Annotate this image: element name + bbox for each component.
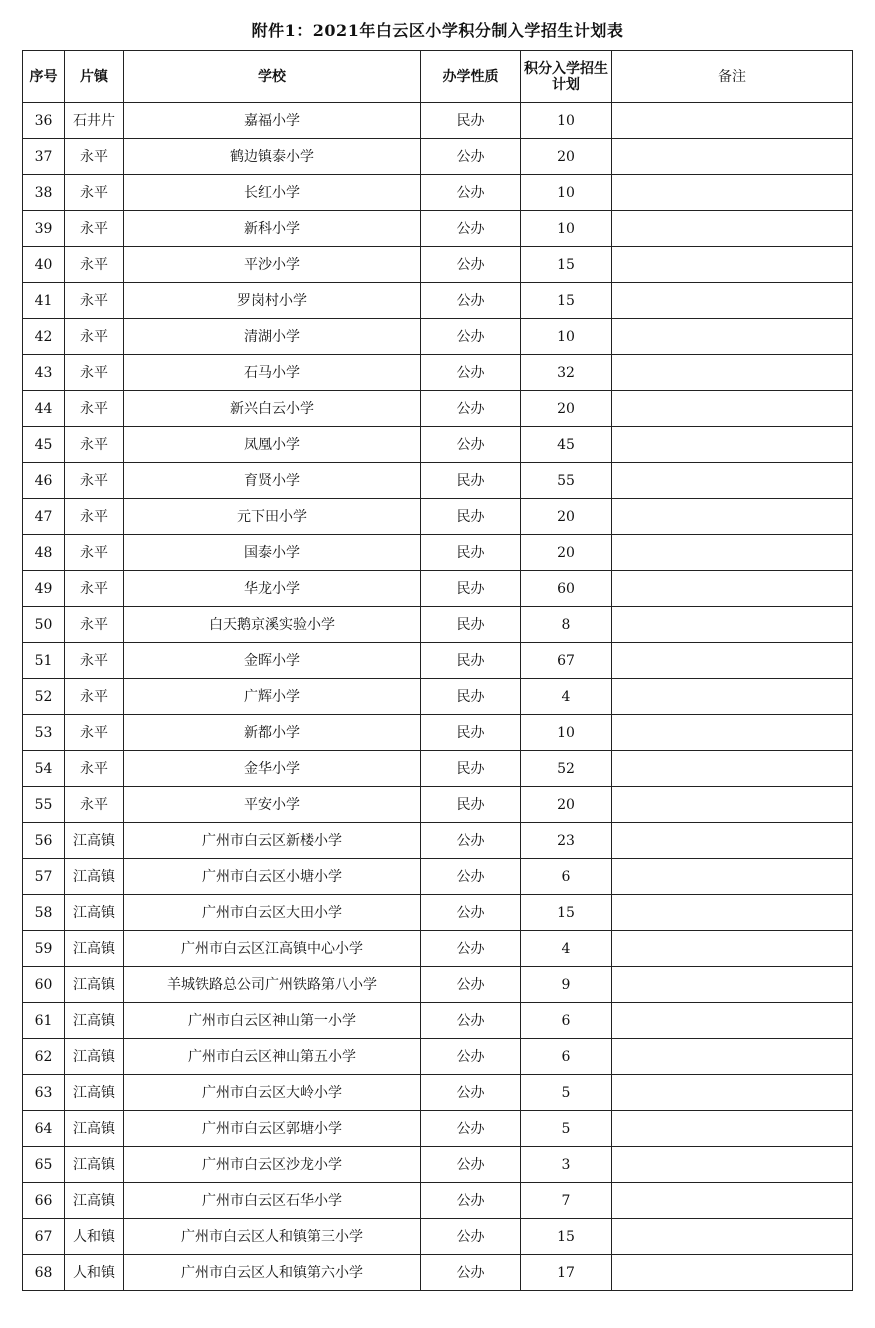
row-note — [612, 787, 853, 823]
row-school: 石马小学 — [124, 355, 421, 391]
row-area: 江高镇 — [65, 1147, 124, 1183]
row-area: 永平 — [65, 499, 124, 535]
row-area: 江高镇 — [65, 1075, 124, 1111]
row-number: 67 — [23, 1219, 65, 1255]
row-plan: 10 — [521, 319, 612, 355]
row-plan: 20 — [521, 499, 612, 535]
row-number: 37 — [23, 139, 65, 175]
row-area: 永平 — [65, 715, 124, 751]
table-row — [23, 751, 853, 787]
row-plan: 6 — [521, 1039, 612, 1075]
row-school: 广州市白云区大田小学 — [124, 895, 421, 931]
row-number: 66 — [23, 1183, 65, 1219]
row-number: 63 — [23, 1075, 65, 1111]
table-row — [23, 967, 853, 1003]
row-area: 永平 — [65, 283, 124, 319]
table-row — [23, 247, 853, 283]
table-row — [23, 1147, 853, 1183]
row-type: 民办 — [421, 499, 521, 535]
row-type: 公办 — [421, 391, 521, 427]
table-row — [23, 211, 853, 247]
row-area: 永平 — [65, 571, 124, 607]
row-number: 62 — [23, 1039, 65, 1075]
row-plan: 52 — [521, 751, 612, 787]
row-note — [612, 211, 853, 247]
row-note — [612, 535, 853, 571]
row-note — [612, 319, 853, 355]
row-plan: 20 — [521, 787, 612, 823]
table-row — [23, 1255, 853, 1291]
row-note — [612, 1183, 853, 1219]
row-number: 55 — [23, 787, 65, 823]
row-number: 64 — [23, 1111, 65, 1147]
row-area: 永平 — [65, 211, 124, 247]
table-row — [23, 391, 853, 427]
row-school: 元下田小学 — [124, 499, 421, 535]
row-area: 永平 — [65, 139, 124, 175]
row-plan: 3 — [521, 1147, 612, 1183]
row-plan: 20 — [521, 391, 612, 427]
row-note — [612, 499, 853, 535]
row-type: 公办 — [421, 1003, 521, 1039]
row-plan: 7 — [521, 1183, 612, 1219]
row-area: 永平 — [65, 751, 124, 787]
row-number: 49 — [23, 571, 65, 607]
row-type: 民办 — [421, 571, 521, 607]
document-title: 附件1：2021年白云区小学积分制入学招生计划表 — [251, 21, 624, 40]
row-school: 广州市白云区人和镇第三小学 — [124, 1219, 421, 1255]
row-plan: 17 — [521, 1255, 612, 1291]
row-area: 永平 — [65, 319, 124, 355]
row-plan: 32 — [521, 355, 612, 391]
table-row — [23, 463, 853, 499]
row-area: 永平 — [65, 535, 124, 571]
row-number: 50 — [23, 607, 65, 643]
row-area: 江高镇 — [65, 931, 124, 967]
row-note — [612, 1111, 853, 1147]
table-body — [23, 103, 853, 1291]
row-school: 新科小学 — [124, 211, 421, 247]
row-area: 人和镇 — [65, 1219, 124, 1255]
row-number: 57 — [23, 859, 65, 895]
row-number: 53 — [23, 715, 65, 751]
row-note — [612, 103, 853, 139]
row-type: 公办 — [421, 931, 521, 967]
row-area: 江高镇 — [65, 967, 124, 1003]
table-row — [23, 1075, 853, 1111]
row-type: 公办 — [421, 1039, 521, 1075]
row-number: 39 — [23, 211, 65, 247]
row-note — [612, 1003, 853, 1039]
table-row — [23, 607, 853, 643]
row-number: 59 — [23, 931, 65, 967]
row-type: 公办 — [421, 1183, 521, 1219]
row-note — [612, 463, 853, 499]
row-plan: 4 — [521, 931, 612, 967]
row-type: 民办 — [421, 103, 521, 139]
row-note — [612, 823, 853, 859]
row-plan: 4 — [521, 679, 612, 715]
header-plan: 积分入学招生计划 — [521, 51, 612, 103]
row-school: 广州市白云区新楼小学 — [124, 823, 421, 859]
row-plan: 23 — [521, 823, 612, 859]
table-row — [23, 1039, 853, 1075]
row-school: 广州市白云区沙龙小学 — [124, 1147, 421, 1183]
row-plan: 15 — [521, 895, 612, 931]
row-school: 罗岗村小学 — [124, 283, 421, 319]
row-plan: 6 — [521, 859, 612, 895]
row-note — [612, 571, 853, 607]
row-area: 江高镇 — [65, 1003, 124, 1039]
row-area: 江高镇 — [65, 895, 124, 931]
row-number: 43 — [23, 355, 65, 391]
row-school: 新兴白云小学 — [124, 391, 421, 427]
row-school: 广州市白云区石华小学 — [124, 1183, 421, 1219]
table-row — [23, 499, 853, 535]
row-type: 公办 — [421, 1075, 521, 1111]
row-plan: 55 — [521, 463, 612, 499]
row-note — [612, 1147, 853, 1183]
row-area: 江高镇 — [65, 859, 124, 895]
row-school: 平沙小学 — [124, 247, 421, 283]
row-area: 永平 — [65, 427, 124, 463]
row-school: 白天鹅京溪实验小学 — [124, 607, 421, 643]
row-plan: 6 — [521, 1003, 612, 1039]
row-number: 44 — [23, 391, 65, 427]
row-school: 凤凰小学 — [124, 427, 421, 463]
table-row — [23, 931, 853, 967]
row-number: 56 — [23, 823, 65, 859]
table-row — [23, 427, 853, 463]
row-number: 38 — [23, 175, 65, 211]
row-area: 永平 — [65, 391, 124, 427]
row-number: 54 — [23, 751, 65, 787]
row-area: 江高镇 — [65, 1183, 124, 1219]
table-row — [23, 139, 853, 175]
row-plan: 9 — [521, 967, 612, 1003]
row-type: 民办 — [421, 643, 521, 679]
row-school: 广辉小学 — [124, 679, 421, 715]
table-row — [23, 103, 853, 139]
row-school: 育贤小学 — [124, 463, 421, 499]
table-row — [23, 571, 853, 607]
row-type: 民办 — [421, 715, 521, 751]
row-type: 公办 — [421, 1255, 521, 1291]
row-number: 52 — [23, 679, 65, 715]
header-school: 学校 — [124, 51, 421, 103]
row-type: 公办 — [421, 823, 521, 859]
row-plan: 15 — [521, 1219, 612, 1255]
row-type: 公办 — [421, 247, 521, 283]
row-plan: 67 — [521, 643, 612, 679]
row-number: 42 — [23, 319, 65, 355]
row-area: 江高镇 — [65, 1039, 124, 1075]
row-note — [612, 751, 853, 787]
row-number: 40 — [23, 247, 65, 283]
header-note: 备注 — [612, 51, 853, 103]
row-school: 广州市白云区神山第五小学 — [124, 1039, 421, 1075]
row-type: 公办 — [421, 967, 521, 1003]
row-type: 公办 — [421, 859, 521, 895]
row-number: 65 — [23, 1147, 65, 1183]
row-area: 人和镇 — [65, 1255, 124, 1291]
table-row — [23, 1111, 853, 1147]
row-number: 45 — [23, 427, 65, 463]
row-school: 长红小学 — [124, 175, 421, 211]
row-note — [612, 247, 853, 283]
row-type: 公办 — [421, 427, 521, 463]
row-area: 江高镇 — [65, 823, 124, 859]
row-plan: 10 — [521, 715, 612, 751]
row-note — [612, 391, 853, 427]
row-number: 58 — [23, 895, 65, 931]
row-area: 永平 — [65, 679, 124, 715]
row-note — [612, 355, 853, 391]
table-row — [23, 355, 853, 391]
row-school: 金晖小学 — [124, 643, 421, 679]
row-school: 广州市白云区江高镇中心小学 — [124, 931, 421, 967]
row-number: 61 — [23, 1003, 65, 1039]
row-type: 民办 — [421, 751, 521, 787]
table-row — [23, 283, 853, 319]
row-type: 公办 — [421, 175, 521, 211]
row-note — [612, 175, 853, 211]
row-note — [612, 607, 853, 643]
row-plan: 10 — [521, 175, 612, 211]
row-area: 永平 — [65, 787, 124, 823]
row-number: 68 — [23, 1255, 65, 1291]
row-plan: 20 — [521, 535, 612, 571]
table-row — [23, 895, 853, 931]
row-type: 公办 — [421, 895, 521, 931]
row-area: 永平 — [65, 355, 124, 391]
row-type: 公办 — [421, 283, 521, 319]
row-school: 广州市白云区小塘小学 — [124, 859, 421, 895]
row-plan: 20 — [521, 139, 612, 175]
row-note — [612, 139, 853, 175]
table-row — [23, 823, 853, 859]
row-school: 广州市白云区郭塘小学 — [124, 1111, 421, 1147]
row-type: 民办 — [421, 463, 521, 499]
row-type: 民办 — [421, 535, 521, 571]
row-note — [612, 931, 853, 967]
table-row — [23, 787, 853, 823]
header-type: 办学性质 — [421, 51, 521, 103]
row-note — [612, 1039, 853, 1075]
row-number: 48 — [23, 535, 65, 571]
row-school: 清湖小学 — [124, 319, 421, 355]
row-school: 广州市白云区神山第一小学 — [124, 1003, 421, 1039]
table-row — [23, 715, 853, 751]
row-number: 41 — [23, 283, 65, 319]
row-type: 公办 — [421, 1219, 521, 1255]
row-plan: 60 — [521, 571, 612, 607]
row-area: 永平 — [65, 247, 124, 283]
row-note — [612, 1219, 853, 1255]
row-area: 永平 — [65, 463, 124, 499]
row-area: 永平 — [65, 643, 124, 679]
row-area: 永平 — [65, 607, 124, 643]
row-school: 鹤边镇泰小学 — [124, 139, 421, 175]
table-row — [23, 175, 853, 211]
row-area: 永平 — [65, 175, 124, 211]
row-school: 羊城铁路总公司广州铁路第八小学 — [124, 967, 421, 1003]
row-type: 公办 — [421, 139, 521, 175]
row-school: 平安小学 — [124, 787, 421, 823]
row-note — [612, 1255, 853, 1291]
row-type: 民办 — [421, 787, 521, 823]
table-row — [23, 859, 853, 895]
row-number: 46 — [23, 463, 65, 499]
row-school: 新都小学 — [124, 715, 421, 751]
row-type: 公办 — [421, 355, 521, 391]
row-number: 60 — [23, 967, 65, 1003]
row-type: 公办 — [421, 319, 521, 355]
row-area: 江高镇 — [65, 1111, 124, 1147]
row-type: 民办 — [421, 679, 521, 715]
row-school: 金华小学 — [124, 751, 421, 787]
row-school: 广州市白云区大岭小学 — [124, 1075, 421, 1111]
table-row — [23, 319, 853, 355]
row-type: 公办 — [421, 211, 521, 247]
row-type: 公办 — [421, 1147, 521, 1183]
table-header-row — [23, 51, 853, 103]
row-school: 广州市白云区人和镇第六小学 — [124, 1255, 421, 1291]
row-school: 华龙小学 — [124, 571, 421, 607]
row-plan: 5 — [521, 1075, 612, 1111]
header-no: 序号 — [23, 51, 65, 103]
table-row — [23, 1219, 853, 1255]
row-school: 国泰小学 — [124, 535, 421, 571]
row-note — [612, 967, 853, 1003]
row-plan: 15 — [521, 283, 612, 319]
enrollment-plan-table — [22, 50, 853, 1291]
row-number: 47 — [23, 499, 65, 535]
row-number: 51 — [23, 643, 65, 679]
row-plan: 10 — [521, 211, 612, 247]
row-note — [612, 283, 853, 319]
header-area: 片镇 — [65, 51, 124, 103]
table-row — [23, 679, 853, 715]
row-area: 石井片 — [65, 103, 124, 139]
row-type: 民办 — [421, 607, 521, 643]
row-note — [612, 643, 853, 679]
row-note — [612, 895, 853, 931]
row-school: 嘉福小学 — [124, 103, 421, 139]
row-note — [612, 715, 853, 751]
row-plan: 8 — [521, 607, 612, 643]
table-row — [23, 535, 853, 571]
table-row — [23, 643, 853, 679]
row-note — [612, 859, 853, 895]
table-row — [23, 1003, 853, 1039]
row-plan: 10 — [521, 103, 612, 139]
row-note — [612, 679, 853, 715]
row-plan: 5 — [521, 1111, 612, 1147]
table-row — [23, 1183, 853, 1219]
row-plan: 45 — [521, 427, 612, 463]
row-note — [612, 1075, 853, 1111]
row-type: 公办 — [421, 1111, 521, 1147]
row-note — [612, 427, 853, 463]
row-number: 36 — [23, 103, 65, 139]
row-plan: 15 — [521, 247, 612, 283]
